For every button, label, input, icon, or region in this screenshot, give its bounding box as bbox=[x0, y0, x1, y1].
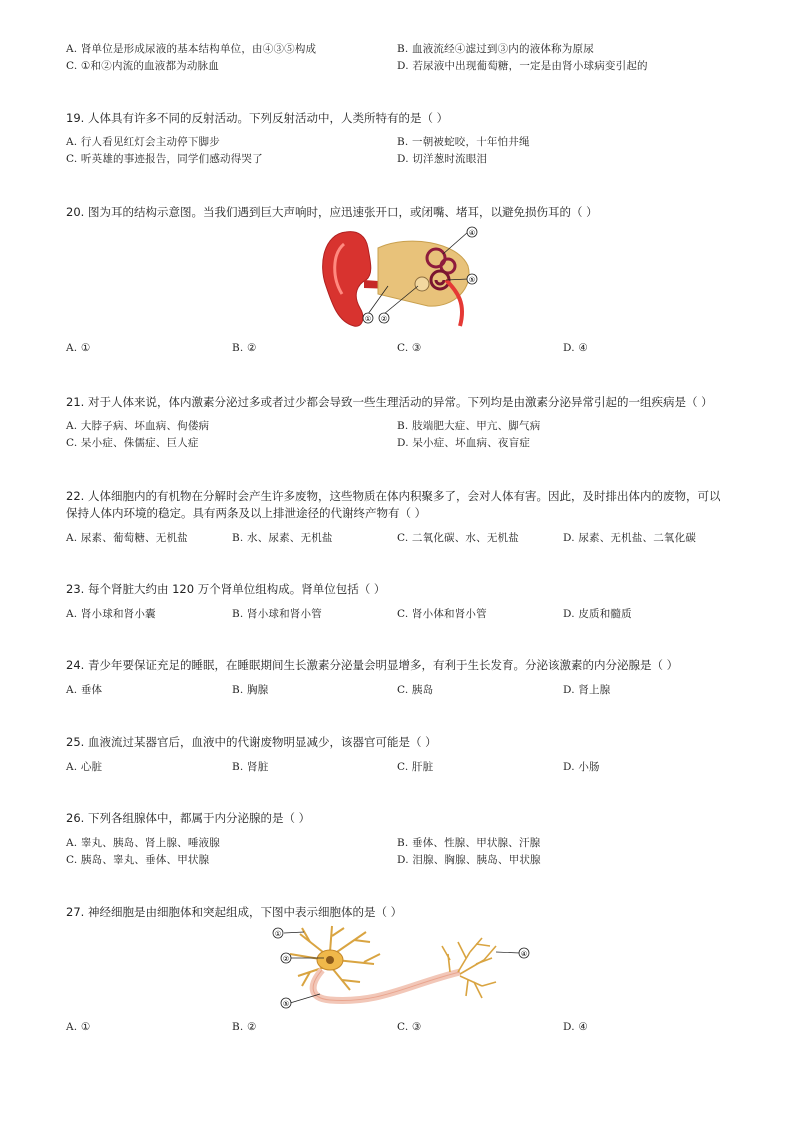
ear-label-2: ② bbox=[380, 315, 388, 323]
question-21-stem: 21. 对于人体来说，体内激素分泌过多或者过少都会导致一些生理活动的异常。下列均是由激素分泌异常引起的一组疾病是（ ） bbox=[66, 395, 713, 409]
q19-option-c[interactable]: C. 听英雄的事迹报告，同学们感动得哭了 bbox=[66, 153, 263, 165]
ear-structure-figure bbox=[318, 224, 488, 330]
ear-label-4: ④ bbox=[468, 229, 476, 237]
prev-option-c[interactable]: C. ①和②内流的血液都为动脉血 bbox=[66, 60, 219, 72]
q20-option-a[interactable]: A. ① bbox=[66, 342, 91, 354]
ear-label-5: ⑤ bbox=[468, 276, 476, 284]
q25-option-c[interactable]: C. 肝脏 bbox=[397, 761, 434, 773]
q20-option-c[interactable]: C. ③ bbox=[397, 342, 422, 354]
q27-option-b[interactable]: B. ② bbox=[232, 1021, 257, 1033]
q20-option-b[interactable]: B. ② bbox=[232, 342, 257, 354]
q22-option-d[interactable]: D. 尿素、无机盐、二氧化碳 bbox=[563, 532, 697, 544]
q26-option-c[interactable]: C. 胰岛、睾丸、垂体、甲状腺 bbox=[66, 854, 210, 866]
question-25-stem: 25. 血液流过某器官后，血液中的代谢废物明显减少，该器官可能是（ ） bbox=[66, 735, 437, 749]
q27-option-d[interactable]: D. ④ bbox=[563, 1021, 588, 1033]
neuron-label-4: ④ bbox=[520, 950, 528, 958]
ear-label-1: ① bbox=[364, 315, 372, 323]
neuron-structure-figure bbox=[270, 924, 532, 1014]
neuron-label-1: ① bbox=[274, 930, 282, 938]
q25-option-b[interactable]: B. 肾脏 bbox=[232, 761, 269, 773]
q21-option-b[interactable]: B. 肢端肥大症、甲亢、脚气病 bbox=[397, 420, 541, 432]
question-23-stem: 23. 每个肾脏大约由 120 万个肾单位组构成。肾单位包括（ ） bbox=[66, 582, 386, 596]
question-24-stem: 24. 青少年要保证充足的睡眠，在睡眠期间生长激素分泌量会明显增多，有利于生长发育。分泌该激素的内分泌腺是（ ） bbox=[66, 658, 679, 672]
q23-option-c[interactable]: C. 肾小体和肾小管 bbox=[397, 608, 487, 620]
q23-option-b[interactable]: B. 肾小球和肾小管 bbox=[232, 608, 322, 620]
prev-option-d[interactable]: D. 若尿液中出现葡萄糖，一定是由肾小球病变引起的 bbox=[397, 60, 648, 72]
eardrum bbox=[415, 277, 429, 291]
question-20-stem: 20. 图为耳的结构示意图。当我们遇到巨大声响时，应迅速张开口，或闭嘴、堵耳，以避免损伤耳的（ ） bbox=[66, 205, 598, 219]
axon-terminals bbox=[442, 938, 496, 998]
q21-option-d[interactable]: D. 呆小症、坏血病、夜盲症 bbox=[397, 437, 531, 449]
q19-option-b[interactable]: B. 一朝被蛇咬，十年怕井绳 bbox=[397, 136, 530, 148]
question-22-stem-line1: 22. 人体细胞内的有机物在分解时会产生许多废物，这些物质在体内积聚多了，会对人体有害。因此，及时排出体内的废物，可以 bbox=[66, 489, 721, 503]
q22-option-c[interactable]: C. 二氧化碳、水、无机盐 bbox=[397, 532, 519, 544]
q23-option-d[interactable]: D. 皮质和髓质 bbox=[563, 608, 632, 620]
question-22-stem-line2: 保持人体内环境的稳定。具有两条及以上排泄途径的代谢终产物有（ ） bbox=[66, 506, 427, 520]
q26-option-a[interactable]: A. 睾丸、胰岛、肾上腺、唾液腺 bbox=[66, 837, 220, 849]
q19-option-d[interactable]: D. 切洋葱时流眼泪 bbox=[397, 153, 488, 165]
q27-option-c[interactable]: C. ③ bbox=[397, 1021, 422, 1033]
question-19-stem: 19. 人体具有许多不同的反射活动。下列反射活动中，人类所特有的是（ ） bbox=[66, 111, 449, 125]
neuron-label-2: ② bbox=[282, 955, 290, 963]
q25-option-a[interactable]: A. 心脏 bbox=[66, 761, 103, 773]
q25-option-d[interactable]: D. 小肠 bbox=[563, 761, 600, 773]
q24-option-d[interactable]: D. 肾上腺 bbox=[563, 684, 611, 696]
q21-option-c[interactable]: C. 呆小症、侏儒症、巨人症 bbox=[66, 437, 199, 449]
outer-ear-shape bbox=[323, 232, 371, 327]
q24-option-c[interactable]: C. 胰岛 bbox=[397, 684, 434, 696]
question-26-stem: 26. 下列各组腺体中，都属于内分泌腺的是（ ） bbox=[66, 811, 311, 825]
q20-option-d[interactable]: D. ④ bbox=[563, 342, 588, 354]
prev-option-b[interactable]: B. 血液流经④滤过到③内的液体称为原尿 bbox=[397, 43, 594, 55]
axon bbox=[313, 970, 460, 1001]
q26-option-d[interactable]: D. 泪腺、胸腺、胰岛、甲状腺 bbox=[397, 854, 541, 866]
neuron-label-5: ⑤ bbox=[282, 1000, 290, 1008]
question-27-stem: 27. 神经细胞是由细胞体和突起组成，下图中表示细胞体的是（ ） bbox=[66, 905, 403, 919]
temporal-bone-region bbox=[378, 241, 469, 306]
q26-option-b[interactable]: B. 垂体、性腺、甲状腺、汗腺 bbox=[397, 837, 541, 849]
q21-option-a[interactable]: A. 大脖子病、坏血病、佝偻病 bbox=[66, 420, 210, 432]
q22-option-a[interactable]: A. 尿素、葡萄糖、无机盐 bbox=[66, 532, 188, 544]
q22-option-b[interactable]: B. 水、尿素、无机盐 bbox=[232, 532, 333, 544]
q24-option-a[interactable]: A. 垂体 bbox=[66, 684, 103, 696]
nucleus bbox=[326, 956, 334, 964]
q19-option-a[interactable]: A. 行人看见红灯会主动停下脚步 bbox=[66, 136, 220, 148]
q24-option-b[interactable]: B. 胸腺 bbox=[232, 684, 269, 696]
q23-option-a[interactable]: A. 肾小球和肾小囊 bbox=[66, 608, 156, 620]
q27-option-a[interactable]: A. ① bbox=[66, 1021, 91, 1033]
prev-option-a[interactable]: A. 肾单位是形成尿液的基本结构单位，由④③⑤构成 bbox=[66, 43, 317, 55]
